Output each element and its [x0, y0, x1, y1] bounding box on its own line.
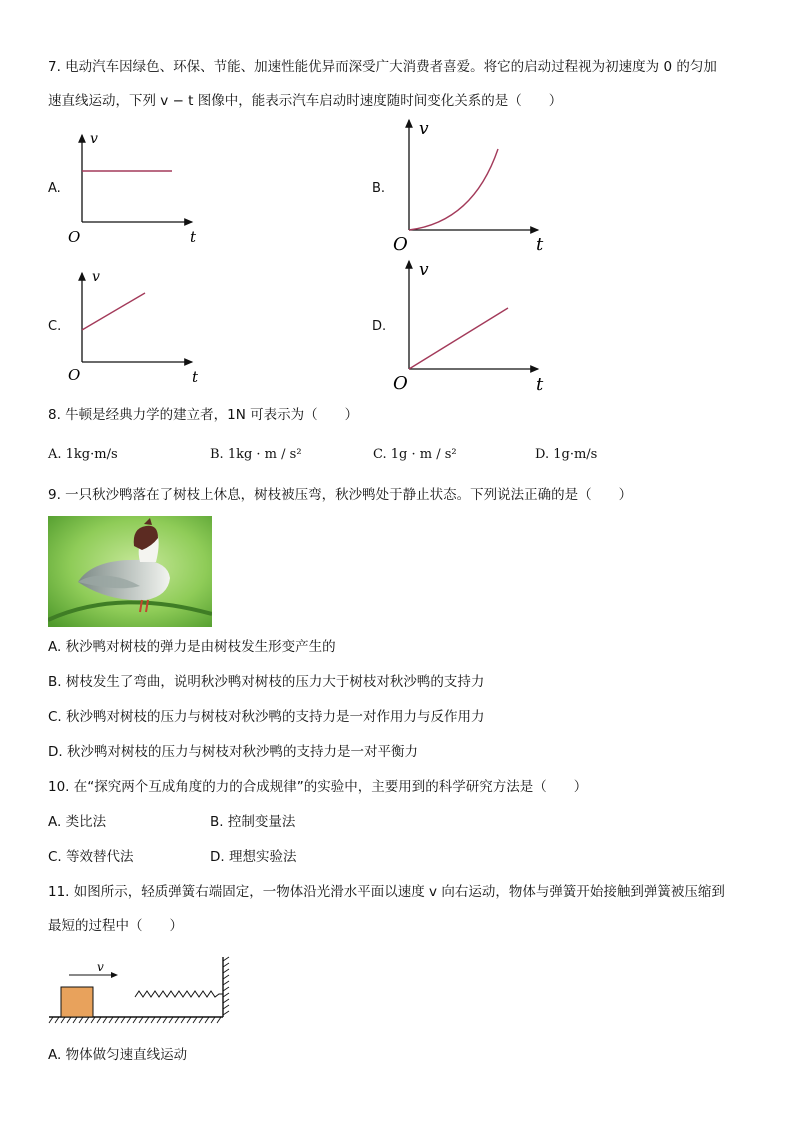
duck-on-branch-photo [48, 516, 212, 627]
block [61, 987, 93, 1017]
origin-label: O [68, 228, 81, 246]
q8-stem: 8. 牛顿是经典力学的建立者，1N 可表示为（ ） [48, 407, 359, 423]
v-t-line [409, 308, 508, 369]
q11-option-a: A. 物体做匀速直线运动 [48, 1047, 188, 1063]
q7-option-b-label: B. [372, 181, 386, 196]
q9-option-d: D. 秋沙鸭对树枝的压力与树枝对秋沙鸭的支持力是一对平衡力 [48, 744, 418, 760]
q9-stem: 9. 一只秋沙鸭落在了树枝上休息，树枝被压弯，秋沙鸭处于静止状态。下列说法正确的是（ ） [48, 487, 633, 503]
v-t-line [82, 293, 145, 330]
q7-graph-b [388, 112, 558, 257]
v-t-curve [409, 149, 498, 230]
q9-option-c: C. 秋沙鸭对树枝的压力与树枝对秋沙鸭的支持力是一对作用力与反作用力 [48, 709, 485, 725]
q8-option-a: A. 1kg·m/s [48, 447, 118, 462]
q9-option-a: A. 秋沙鸭对树枝的弹力是由树枝发生形变产生的 [48, 639, 336, 655]
spring-block-diagram [45, 955, 235, 1027]
velocity-label: v [97, 960, 104, 974]
q8-option-d: D. 1g·m/s [535, 447, 598, 462]
svg-text:t: t [536, 234, 544, 255]
q10-option-a: A. 类比法 [48, 814, 107, 830]
svg-text:O: O [393, 234, 408, 255]
svg-text:v: v [92, 269, 100, 285]
q7-graph-a [60, 125, 210, 250]
svg-text:O: O [393, 373, 408, 394]
q7-graph-d [388, 253, 558, 398]
q10-option-b: B. 控制变量法 [210, 814, 296, 830]
q10-option-d: D. 理想实验法 [210, 849, 297, 865]
q11-stem-line1: 11. 如图所示，轻质弹簧右端固定，一物体沿光滑水平面以速度 v 向右运动，物体与弹簧开始接触到弹簧被压缩到 [48, 884, 725, 900]
q7-stem-line2: 速直线运动，下列 v − t 图像中，能表示汽车启动时速度随时间变化关系的是（ ） [48, 93, 563, 109]
svg-text:v: v [419, 119, 429, 139]
q11-stem-line2: 最短的过程中（ ） [48, 918, 183, 934]
svg-text:O: O [68, 366, 81, 384]
q10-option-c: C. 等效替代法 [48, 849, 134, 865]
spring [135, 991, 223, 997]
q7-option-d-label: D. [372, 319, 387, 334]
q8-option-c: C. 1g · m / s² [373, 447, 457, 462]
q10-stem: 10. 在“探究两个互成角度的力的合成规律”的实验中，主要用到的科学研究方法是（ ） [48, 779, 588, 795]
q7-option-a-label: A. [48, 181, 61, 196]
x-axis-label: t [190, 228, 197, 246]
q7-option-c-label: C. [48, 319, 62, 334]
q7-graph-c [60, 265, 210, 390]
svg-text:v: v [419, 260, 429, 280]
q8-option-b: B. 1kg · m / s² [210, 447, 302, 462]
y-axis-label: v [90, 131, 98, 147]
svg-text:t: t [192, 368, 199, 386]
q9-option-b: B. 树枝发生了弯曲，说明秋沙鸭对树枝的压力大于树枝对秋沙鸭的支持力 [48, 674, 485, 690]
q7-stem-line1: 7. 电动汽车因绿色、环保、节能、加速性能优异而深受广大消费者喜爱。将它的启动过程视为初速度为 0 的匀加 [48, 59, 717, 75]
svg-text:t: t [536, 374, 544, 395]
